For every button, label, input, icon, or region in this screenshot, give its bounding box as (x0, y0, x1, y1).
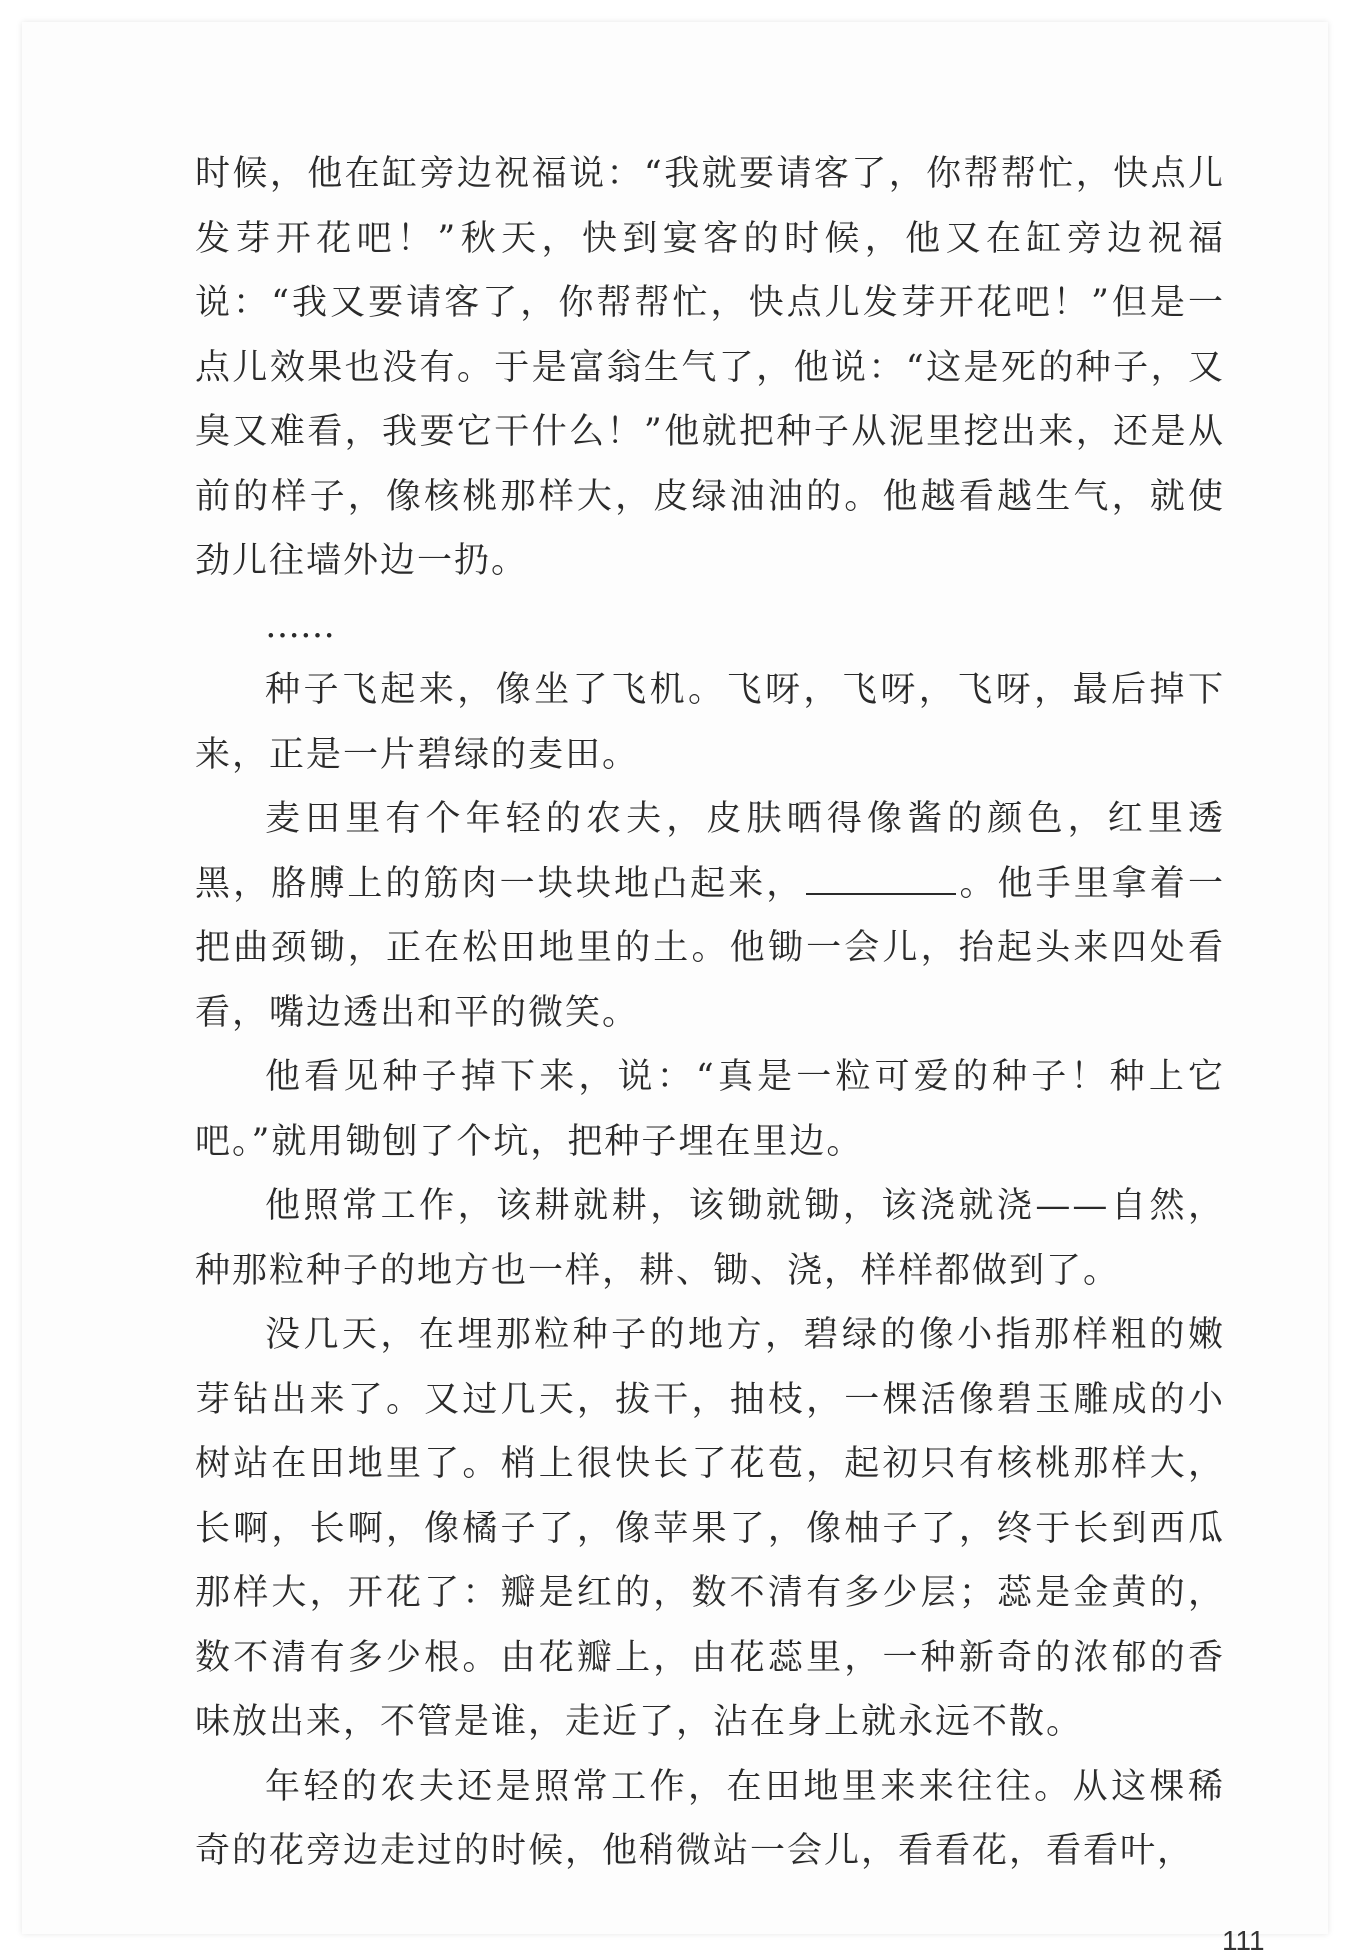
paragraph-3-after-blank: 。他手里拿着一把曲颈锄，正在松田地里的土。他锄一会儿，抬起头来四处看看，嘴边透出和平的微笑。 (195, 863, 1225, 1033)
paragraph-2: 种子飞起来，像坐了飞机。飞呀，飞呀，飞呀，最后掉下来，正是一片碧绿的麦田。 (195, 670, 1225, 775)
paragraph-3 (195, 787, 1225, 1045)
fill-in-blank (806, 865, 956, 895)
page-number: 111 (1222, 1925, 1265, 1956)
paragraph-5: 他照常工作，该耕就耕，该锄就锄，该浇就浇——自然，种那粒种子的地方也一样，耕、锄、浇，样样都做到了。 (195, 1186, 1225, 1291)
paragraph-1: 时候，他在缸旁边祝福说：“我就要请客了，你帮帮忙，快点儿发芽开花吧！”秋天，快到宴客的时候，他又在缸旁边祝福说：“我又要请客了，你帮帮忙，快点儿发芽开花吧！”但是一点儿效果也没有。于是富翁生气了，他说：“这是死的种子，又臭又难看，我要它干什么！”他就把种子从泥里挖出来，还是从前的样子，像核桃那样大，皮绿油油的。他越看越生气，就使劲儿往墙外边一扔。 (195, 154, 1225, 581)
paragraph-6: 没几天，在埋那粒种子的地方，碧绿的像小指那样粗的嫩芽钻出来了。又过几天，拔干，抽枝，一棵活像碧玉雕成的小树站在田地里了。梢上很快长了花苞，起初只有核桃那样大，长啊，长啊，像橘子了，像苹果了，像柚子了，终于长到西瓜那样大，开花了：瓣是红的，数不清有多少层；蕊是金黄的，数不清有多少根。由花瓣上，由花蕊里，一种新奇的浓郁的香味放出来，不管是谁，走近了，沾在身上就永远不散。 (195, 1315, 1225, 1742)
paragraph-7: 年轻的农夫还是照常工作，在田地里来来往往。从这棵稀奇的花旁边走过的时候，他稍微站一会儿，看看花，看看叶， (195, 1766, 1225, 1871)
body-text (195, 142, 1225, 1884)
ellipsis-line: …… (265, 605, 335, 646)
paragraph-3-before-blank: 麦田里有个年轻的农夫，皮肤晒得像酱的颜色，红里透黑，胳膊上的筋肉一块块地凸起来， (195, 799, 1225, 904)
paragraph-4: 他看见种子掉下来，说：“真是一粒可爱的种子！种上它吧。”就用锄刨了个坑，把种子埋在里边。 (195, 1057, 1225, 1162)
